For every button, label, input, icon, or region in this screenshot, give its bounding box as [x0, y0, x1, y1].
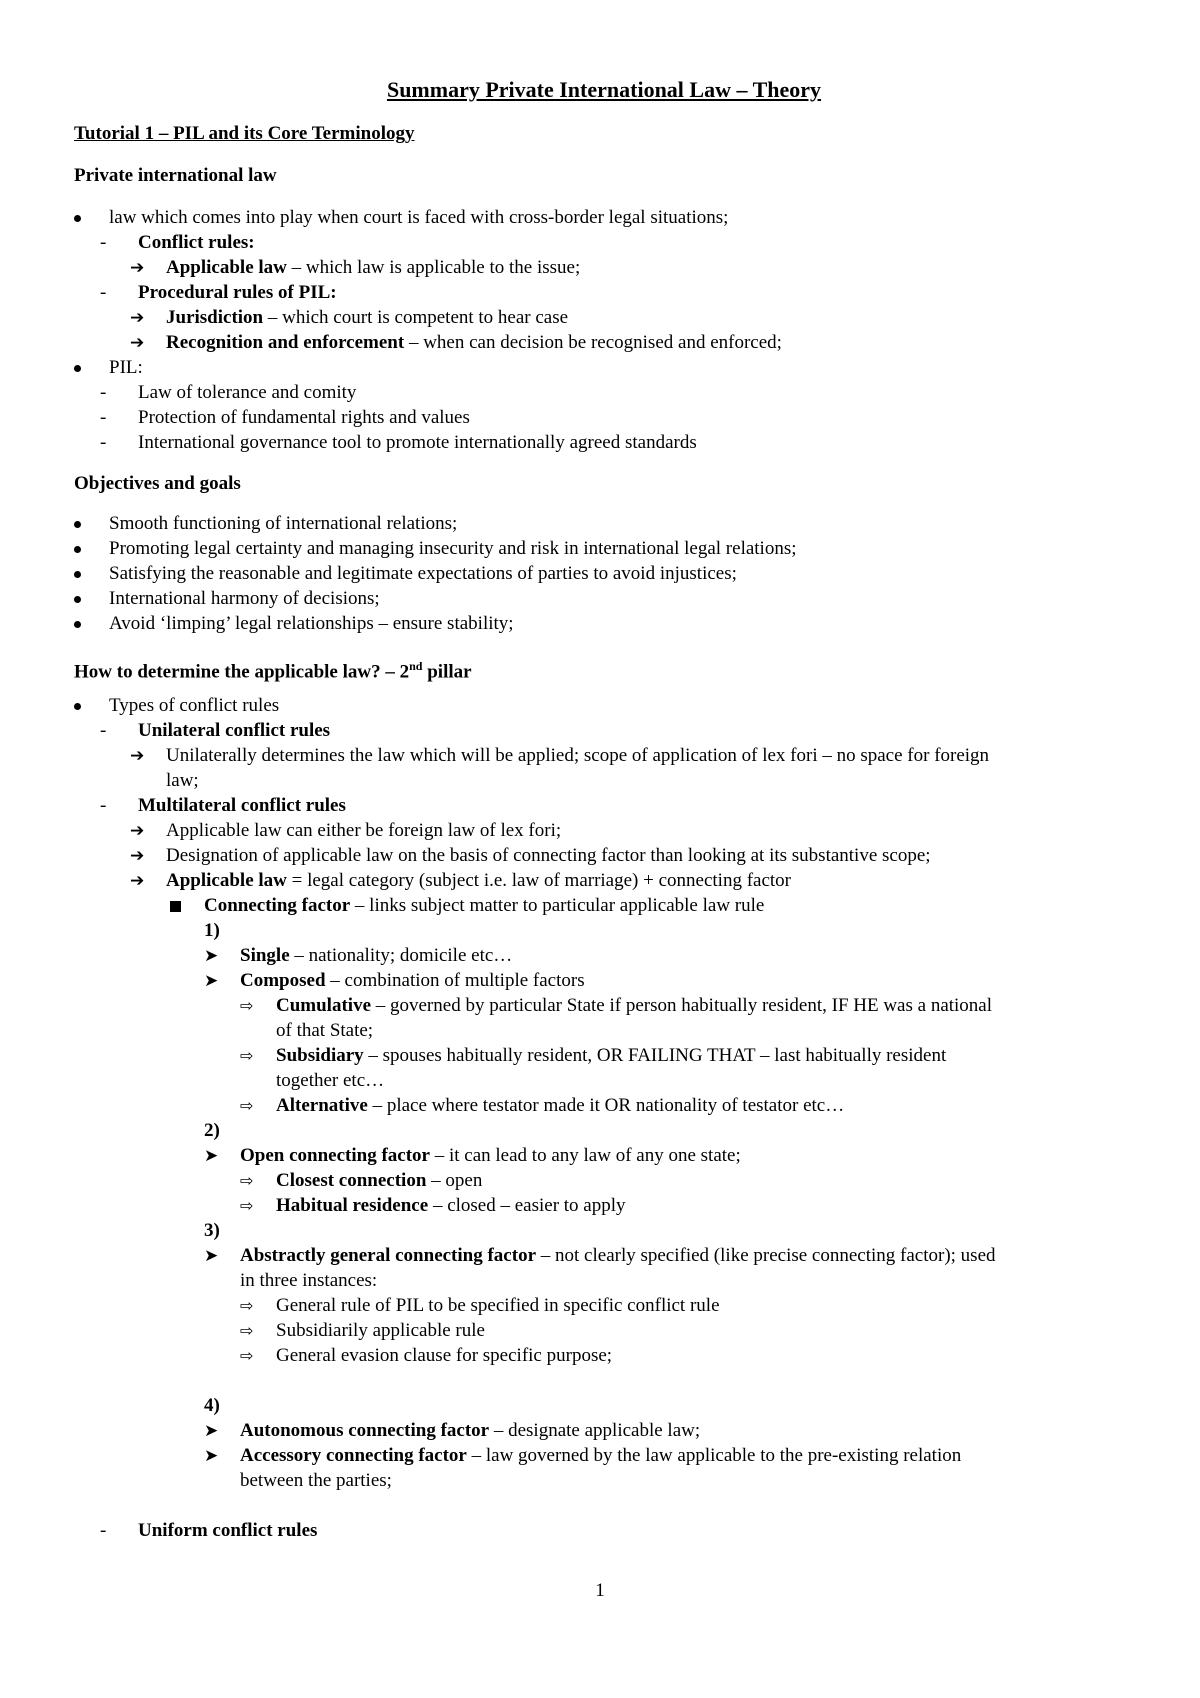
bullet-icon: [74, 521, 81, 528]
outline-arrow-icon: ⇨: [240, 1296, 254, 1315]
arrow-icon: ➔: [130, 846, 145, 866]
document-title: Summary Private International Law – Theory: [386, 77, 822, 102]
triangle-bullet-icon: ➤: [204, 971, 219, 991]
tutorial-heading: Tutorial 1 – PIL and its Core Terminology: [74, 123, 415, 144]
list-number: 2): [204, 1120, 220, 1141]
section-heading-applicable-law: How to determine the applicable law? – 2nd pillar: [74, 659, 472, 683]
dash-icon: -: [100, 432, 107, 453]
dash-icon: -: [100, 382, 107, 403]
section-heading-pil: Private international law: [74, 165, 277, 186]
arrow-icon: ➔: [130, 746, 145, 766]
list-number: 3): [204, 1220, 220, 1241]
triangle-bullet-icon: ➤: [204, 1146, 219, 1166]
section-heading-objectives: Objectives and goals: [74, 473, 241, 494]
dash-icon: -: [100, 232, 107, 253]
bullet-icon: [74, 703, 81, 710]
triangle-bullet-icon: ➤: [204, 946, 219, 966]
bullet-icon: [74, 365, 81, 372]
dash-icon: -: [100, 795, 107, 816]
dash-icon: -: [100, 282, 107, 303]
arrow-icon: ➔: [130, 871, 145, 891]
arrow-icon: ➔: [130, 308, 145, 328]
triangle-bullet-icon: ➤: [204, 1421, 219, 1441]
outline-arrow-icon: ⇨: [240, 1346, 254, 1365]
outline-arrow-icon: ⇨: [240, 1196, 254, 1215]
bullet-icon: [74, 215, 81, 222]
outline-arrow-icon: ⇨: [240, 1046, 254, 1065]
page-number: 1: [595, 1580, 605, 1601]
triangle-bullet-icon: ➤: [204, 1246, 219, 1266]
outline-arrow-icon: ⇨: [240, 1171, 254, 1190]
dash-icon: -: [100, 1520, 107, 1541]
outline-arrow-icon: ⇨: [240, 1321, 254, 1340]
dash-icon: -: [100, 407, 107, 428]
triangle-bullet-icon: ➤: [204, 1446, 219, 1466]
bullet-icon: [74, 571, 81, 578]
bullet-icon: [74, 621, 81, 628]
outline-arrow-icon: ⇨: [240, 996, 254, 1015]
arrow-icon: ➔: [130, 333, 145, 353]
dash-icon: -: [100, 720, 107, 741]
bullet-icon: [74, 596, 81, 603]
bullet-icon: [74, 546, 81, 553]
arrow-icon: ➔: [130, 821, 145, 841]
arrow-icon: ➔: [130, 258, 145, 278]
list-number: 1): [204, 920, 220, 941]
outline-arrow-icon: ⇨: [240, 1096, 254, 1115]
square-bullet-icon: [170, 901, 181, 912]
list-number: 4): [204, 1395, 220, 1416]
